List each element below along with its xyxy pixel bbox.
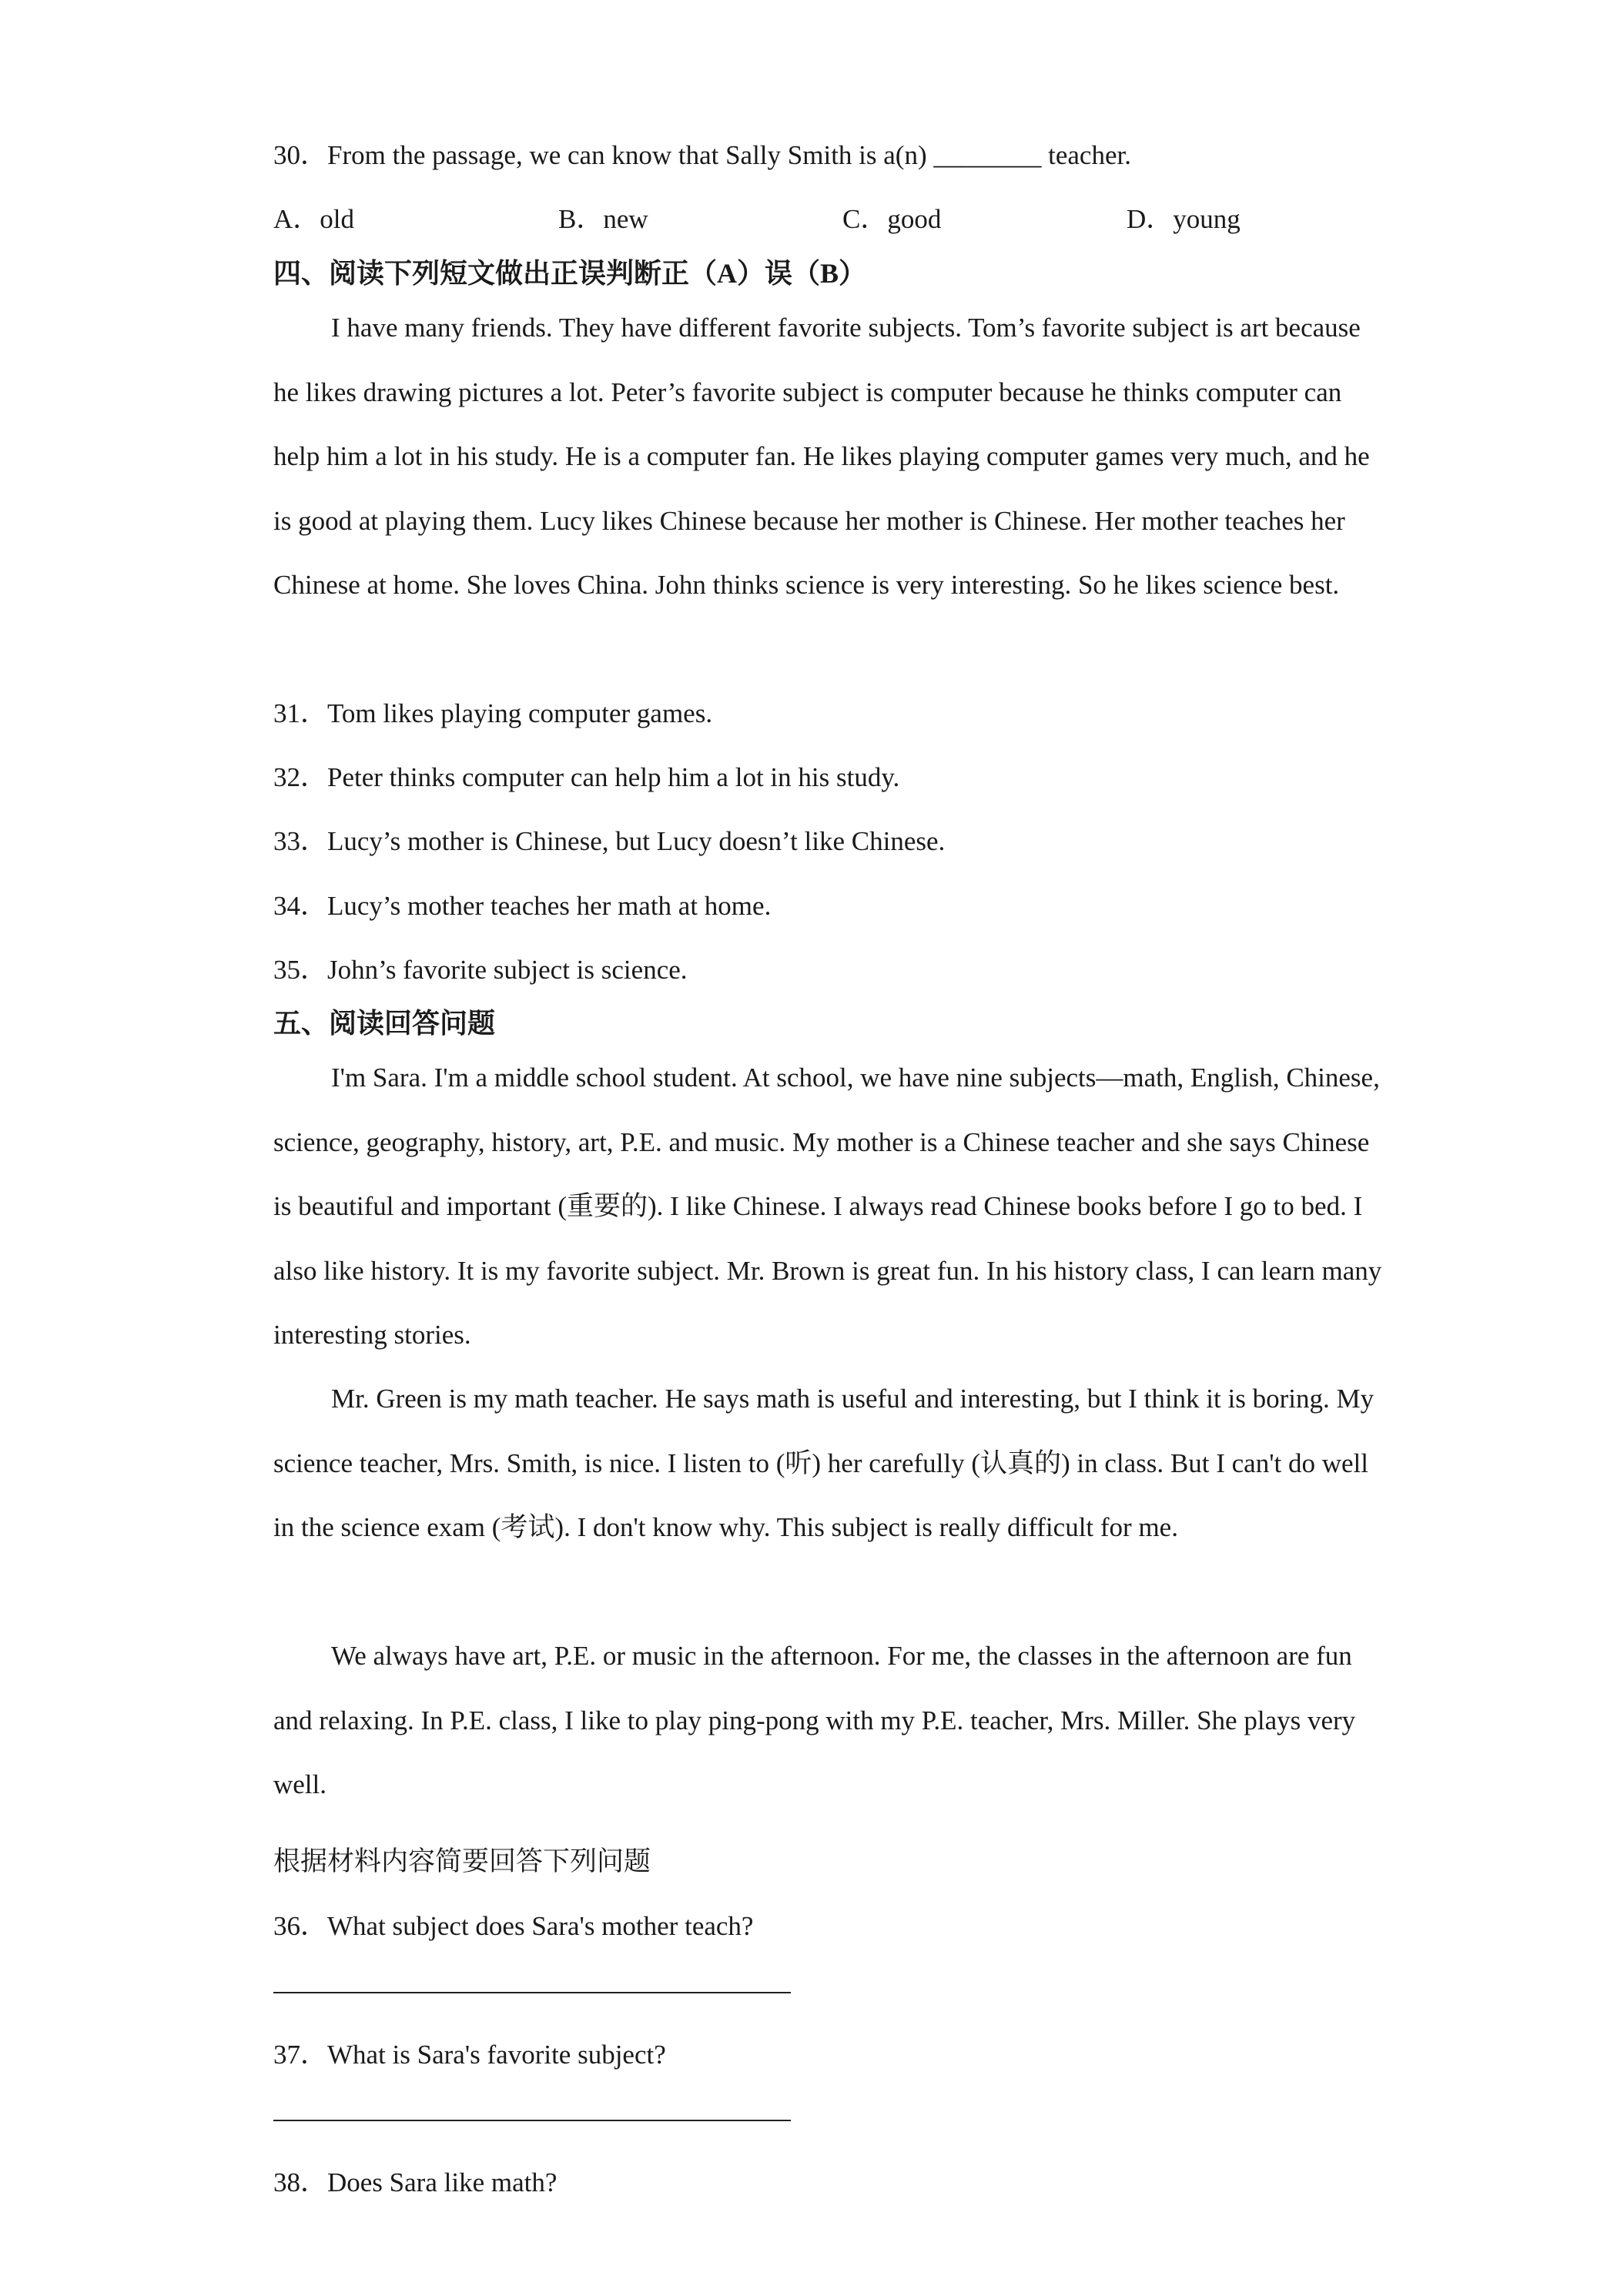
- question-38: 38．Does Sara like math?: [273, 2167, 558, 2197]
- option-a: A．old: [273, 204, 355, 234]
- section-4-heading: 四、阅读下列短文做出正误判断正（A）误（B）: [273, 258, 867, 289]
- question-32: 32．Peter thinks computer can help him a lot in his study.: [273, 762, 900, 792]
- question-36: 36．What subject does Sara's mother teach?: [273, 1911, 754, 1941]
- question-34: 34．Lucy’s mother teaches her math at home.: [273, 891, 772, 921]
- section-5-paragraph-3: We always have art, P.E. or music in the afternoon. For me, the classes in the afternoon are fun and relaxing. In P.E. class, I like to play ping-pong with my P.E. teacher, Mrs. Miller. She plays very well.: [273, 1641, 1356, 1799]
- question-33: 33．Lucy’s mother is Chinese, but Lucy doesn’t like Chinese.: [273, 826, 946, 856]
- option-c: C．good: [842, 204, 942, 234]
- section-5-paragraph-1: I'm Sara. I'm a middle school student. At school, we have nine subjects—math, English, Chinese, science, geography, history, art, P.E. and music. My mother is a Chinese teacher and she says Chinese is beautiful and important (重要的). I like Chinese. I always read Chinese books before I go to bed. I also like history. It is my favorite subject. Mr. Brown is great fun. In his history class, I can learn many interesting stories.: [273, 1063, 1382, 1350]
- answer-instruction: 根据材料内容简要回答下列问题: [273, 1846, 651, 1876]
- question-37: 37．What is Sara's favorite subject?: [273, 2040, 666, 2070]
- answer-blank-37[interactable]: [273, 2120, 791, 2121]
- section-5-heading: 五、阅读回答问题: [273, 1008, 496, 1039]
- section-5-paragraph-2: Mr. Green is my math teacher. He says math is useful and interesting, but I think it is boring. My science teacher, Mrs. Smith, is nice. I listen to (听) her carefully (认真的) in class. But I can't do well in the science exam (考试). I don't know why. This subject is really difficult for me.: [273, 1384, 1375, 1542]
- section-4-passage: I have many friends. They have different favorite subjects. Tom’s favorite subject is art because he likes drawing pictures a lot. Peter’s favorite subject is computer because he thinks computer can help him a lot in his study. He is a computer fan. He likes playing computer games very much, and he is good at playing them. Lucy likes Chinese because her mother is Chinese. Her mother teaches her Chinese at home. She loves China. John thinks science is very interesting. So he likes science best.: [273, 313, 1370, 600]
- option-b: B．new: [558, 204, 648, 234]
- option-d: D．young: [1127, 204, 1241, 234]
- question-35: 35．John’s favorite subject is science.: [273, 955, 688, 985]
- question-31: 31．Tom likes playing computer games.: [273, 698, 713, 728]
- answer-blank-36[interactable]: [273, 1992, 791, 1993]
- question-30: 30．From the passage, we can know that Sally Smith is a(n) ________ teacher.: [273, 140, 1131, 170]
